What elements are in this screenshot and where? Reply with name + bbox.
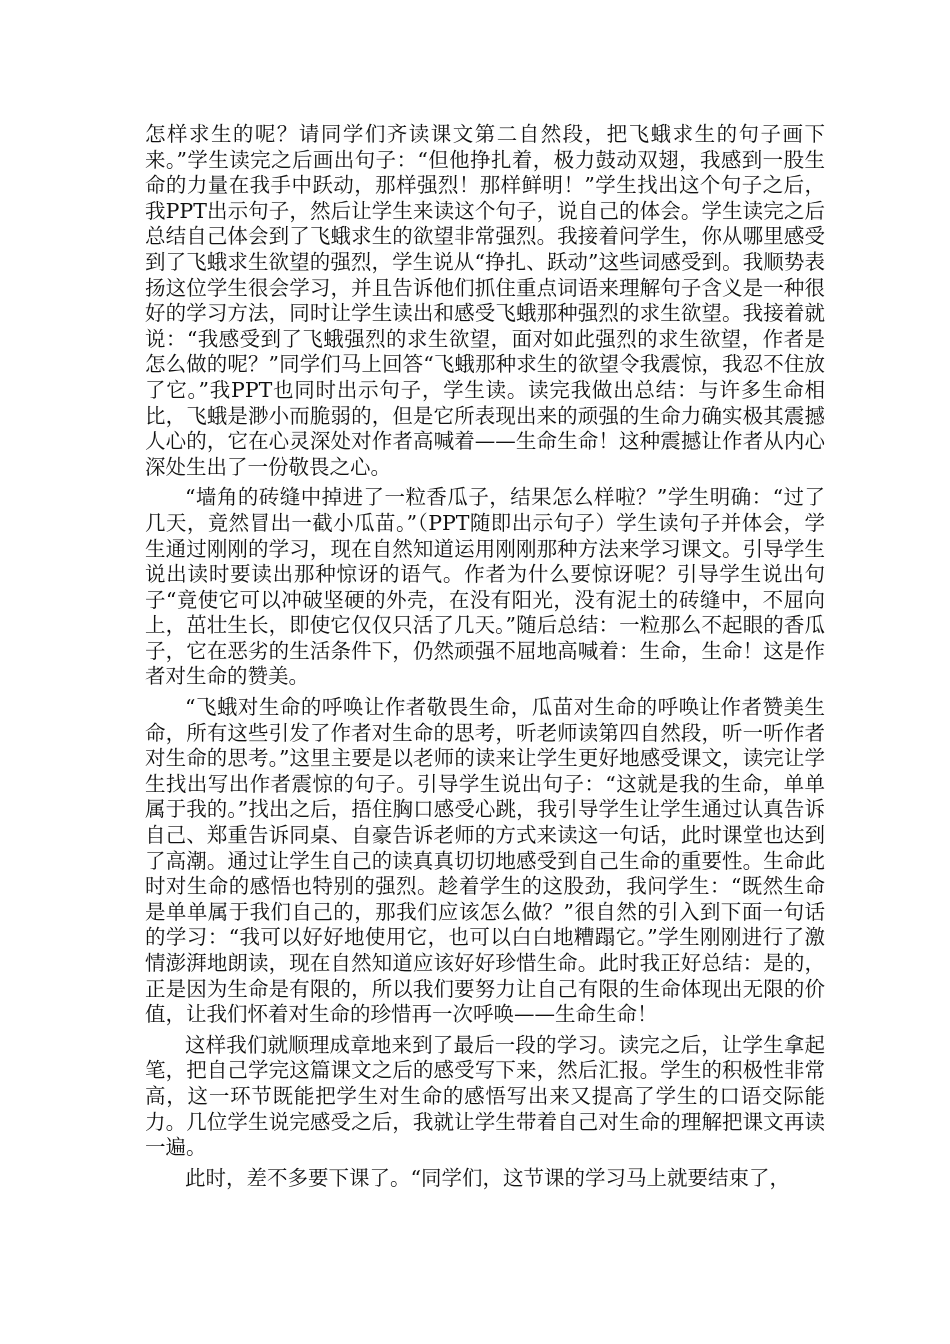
paragraph-1: 怎样求生的呢？请同学们齐读课文第二自然段，把飞蛾求生的句子画下来。”学生读完之后画出句子：“但他挣扎着，极力鼓动双翅，我感到一股生命的力量在我手中跃动，那样强烈！那样鲜明！”学生找出这个句子之后，我PPT出示句子，然后让学生来读这个句子，说自己的体会。学生读完之后总结自己体会到了飞蛾求生的欲望非常强烈。我接着问学生，你从哪里感受到了飞蛾求生欲望的强烈，学生说从“挣扎、跃动”这些词感受到。我顺势表扬这位学生很会学习，并且告诉他们抓住重点词语来理解句子含义是一种很好的学习方法，同时让学生读出和感受飞蛾那种强烈的求生欲望。我接着就说：“我感受到了飞蛾强烈的求生欲望，面对如此强烈的求生欲望，作者是怎么做的呢？”同学们马上回答“飞蛾那种求生的欲望令我震惊，我忍不住放了它。”我PPT也同时出示句子，学生读。读完我做出总结：与许多生命相比，飞蛾是渺小而脆弱的，但是它所表现出来的顽强的生命力确实极其震撼人心的，它在心灵深处对作者高喊着——生命生命！这种震撼让作者从内心深处生出了一份敬畏之心。 [145, 122, 825, 479]
document-page [145, 122, 825, 1196]
paragraph-4: 这样我们就顺理成章地来到了最后一段的学习。读完之后，让学生拿起笔，把自己学完这篇课文之后的感受写下来，然后汇报。学生的积极性非常高，这一环节既能把学生对生命的感悟写出来又提高了学生的口语交际能力。几位学生说完感受之后，我就让学生带着自己对生命的理解把课文再读一遍。 [145, 1032, 825, 1160]
paragraph-5: 此时，差不多要下课了。“同学们，这节课的学习马上就要结束了， [185, 1165, 790, 1190]
paragraph-2: “墙角的砖缝中掉进了一粒香瓜子，结果怎么样啦？”学生明确：“过了几天，竟然冒出一截小瓜苗。”（PPT随即出示句子）学生读句子并体会，学生通过刚刚的学习，现在自然知道运用刚刚那种方法来学习课文。引导学生说出读时要读出那种惊讶的语气。作者为什么要惊讶呢？引导学生说出句子“竟使它可以冲破坚硬的外壳，在没有阳光，没有泥土的砖缝中，不屈向上，茁壮生长，即使它仅仅只活了几天。”随后总结：一粒那么不起眼的香瓜子，它在恶劣的生活条件下，仍然顽强不屈地高喊着：生命，生命！这是作者对生命的赞美。 [145, 485, 825, 689]
paragraph-3: “飞蛾对生命的呼唤让作者敬畏生命，瓜苗对生命的呼唤让作者赞美生命，所有这些引发了作者对生命的思考，听老师读第四自然段，听一听作者对生命的思考。”这里主要是以老师的读来让学生更好地感受课文，读完让学生找出写出作者震惊的句子。引导学生说出句子：“这就是我的生命，单单属于我的。”找出之后，捂住胸口感受心跳，我引导学生让学生通过认真告诉自己、郑重告诉同桌、自豪告诉老师的方式来读这一句话，此时课堂也达到了高潮。通过让学生自己的读真真切切地感受到自己生命的重要性。生命此时对生命的感悟也特别的强烈。趁着学生的这股劲，我问学生：“既然生命是单单属于我们自己的，那我们应该怎么做？”很自然的引入到下面一句话的学习：“我可以好好地使用它，也可以白白地糟蹋它。”学生刚刚进行了激情澎湃地朗读，现在自然知道应该好好珍惜生命。此时我正好总结：是的，正是因为生命是有限的，所以我们要努力让自己有限的生命体现出无限的价值，让我们怀着对生命的珍惜再一次呼唤——生命生命！ [145, 695, 825, 1027]
